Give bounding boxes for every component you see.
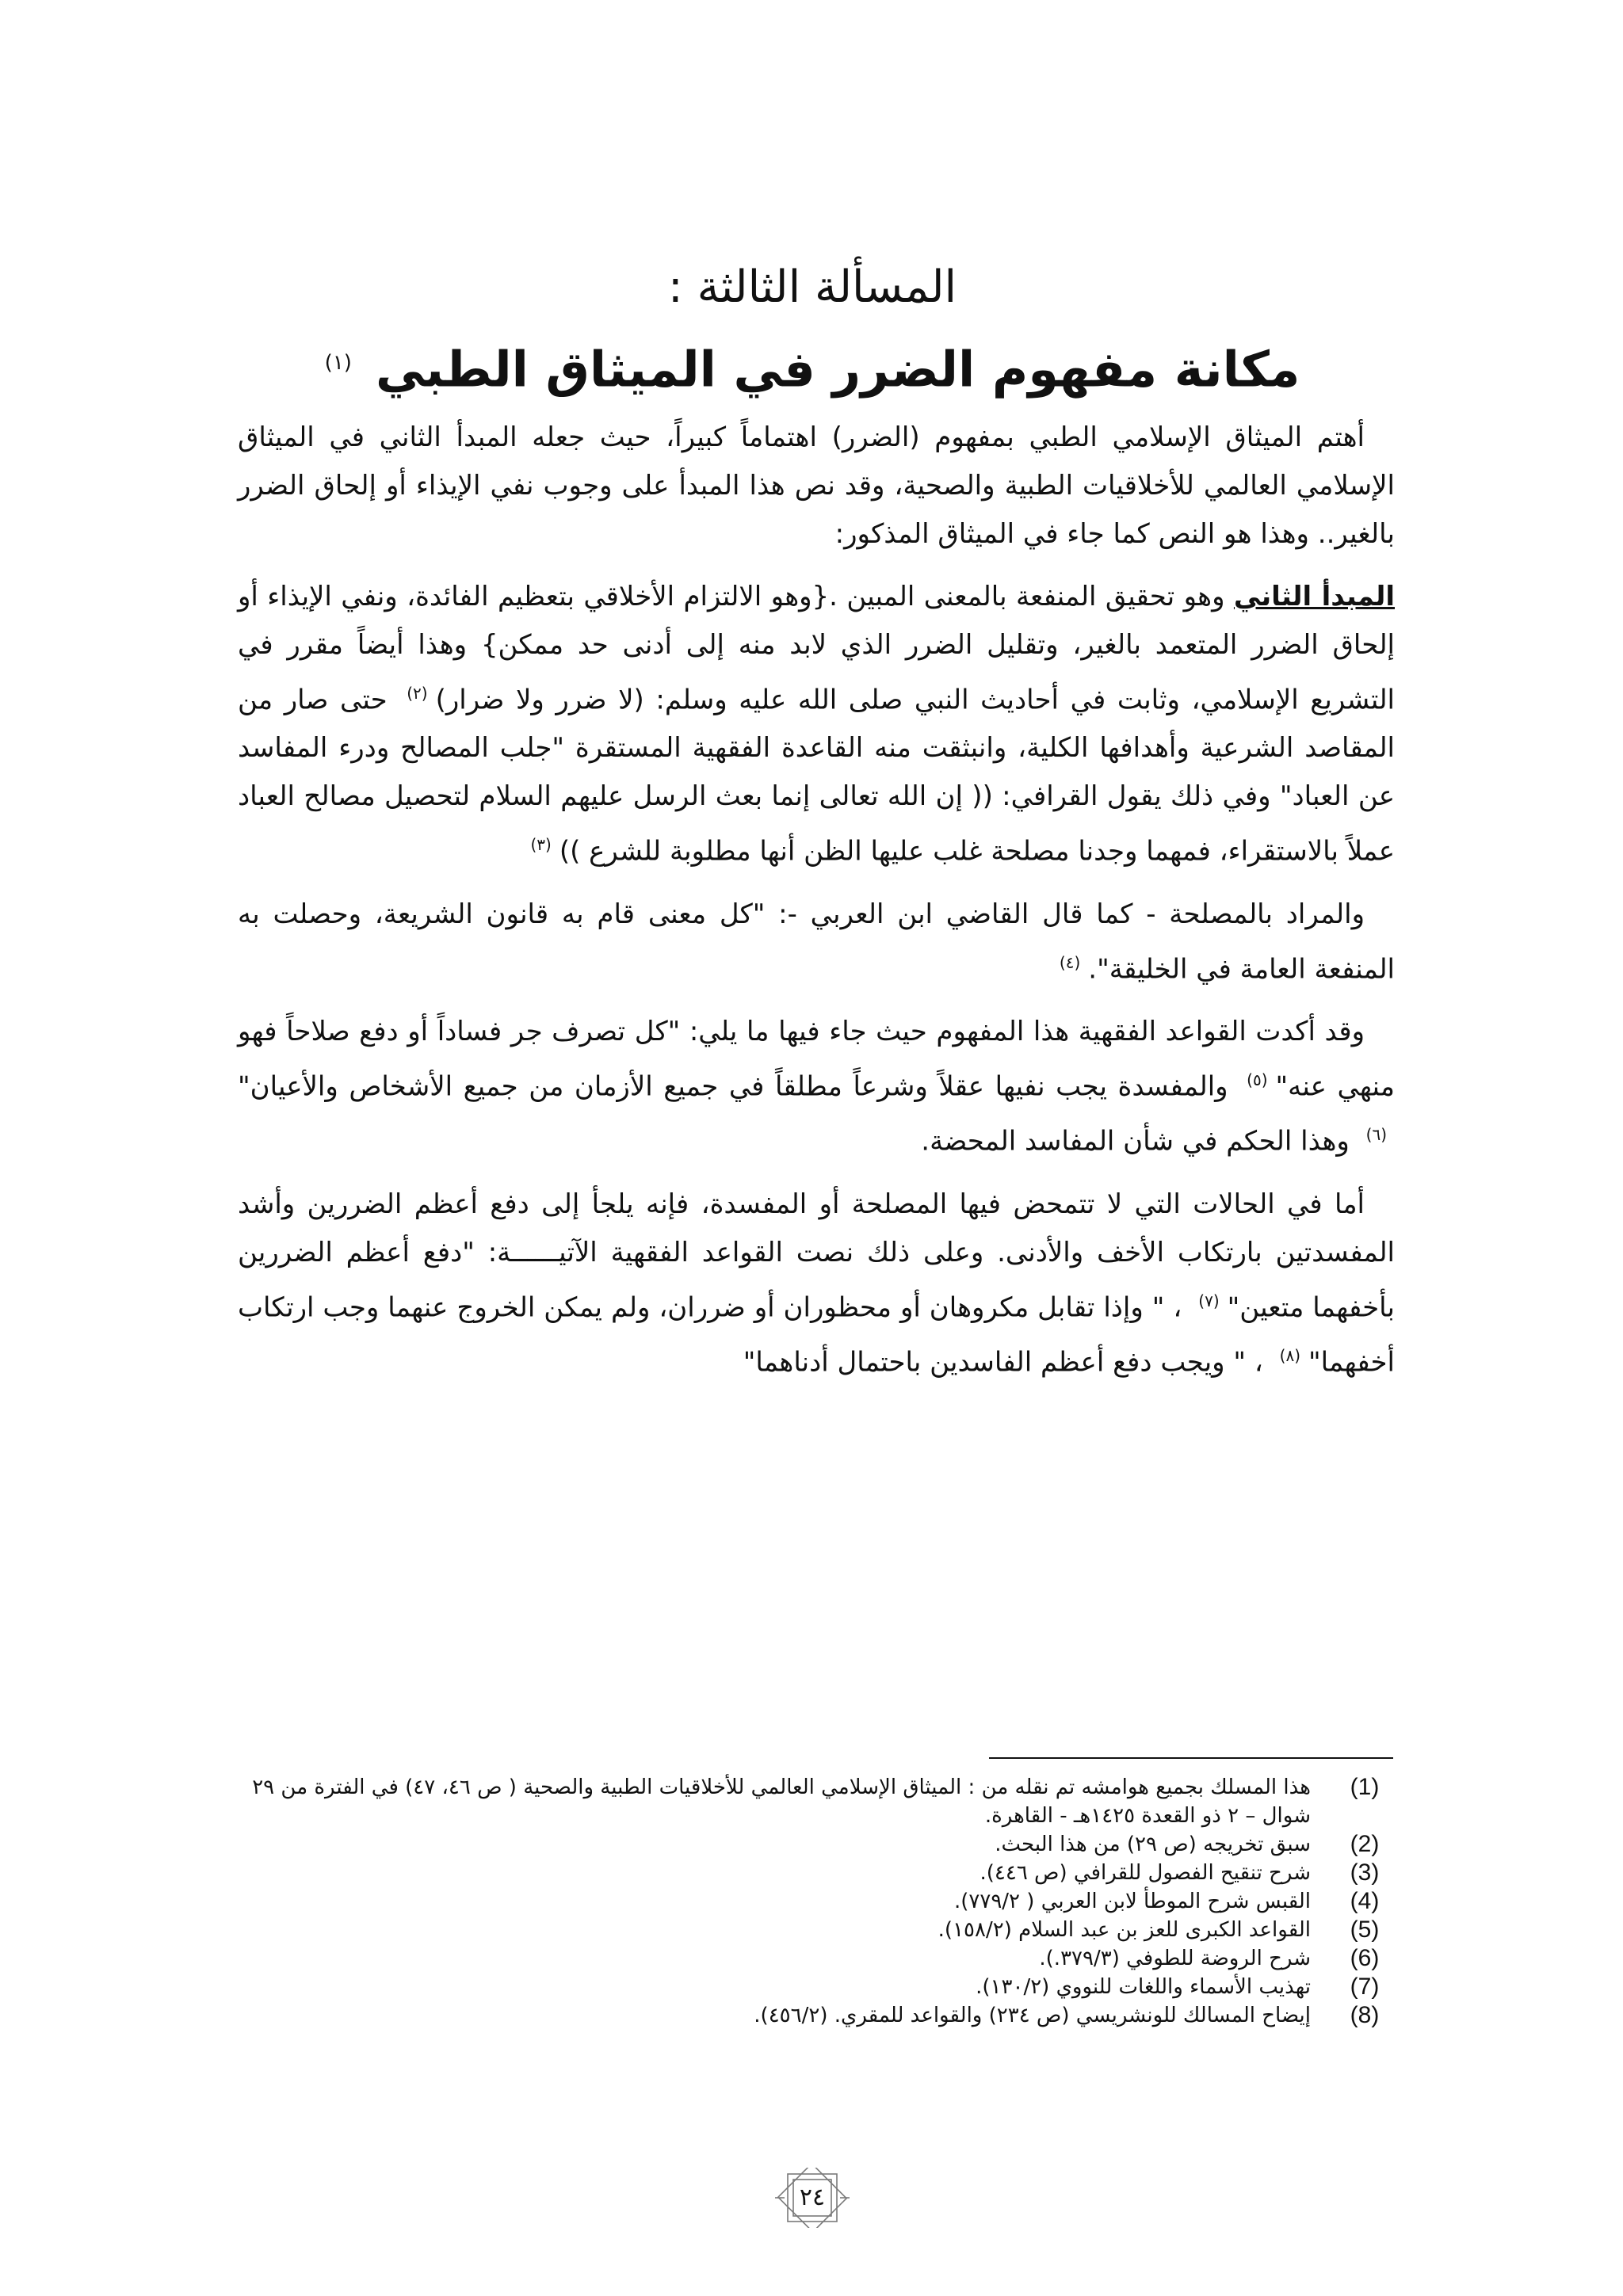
footnote-ref-3: (٣) [530, 835, 552, 855]
title-line-2 [325, 323, 1300, 410]
paragraph-5-part-2: ، " وإذا تقابل مكروهان أو محظوران أو ضرران، ولم يمكن الخروج عنهما وجب ارتكاب أخفهما" [238, 1291, 1395, 1379]
footnote-number: (6) [1350, 1945, 1380, 1971]
body-text [238, 414, 1395, 1401]
footnote-ref-5: (٥) [1247, 1070, 1268, 1089]
footnote-text: القواعد الكبرى للعز بن عبد السلام (١٥٨/٢). [938, 1918, 1311, 1942]
paragraph-5-part-1: أما في الحالات التي لا تتمحض فيها المصلحة أو المفسدة، فإنه يلجأ إلى دفع أعظم الضررين وأشد المفسدتين بارتكاب الأخف والأدنى. وعلى ذلك نصت القواعد الفقهية الآتيــــــة: "دفع أعظم الضررين بأخفهما متعين" [238, 1188, 1395, 1323]
footnote-item [238, 1830, 1395, 1859]
paragraph-4-part-1: وقد أكدت القواعد الفقهية هذا المفهوم حيث جاء فيها ما يلي: "كل تصرف جر فساداً أو دفع صلاحاً فهو منهي عنه" [238, 1015, 1395, 1103]
footnote-number: (8) [1350, 2002, 1380, 2028]
footnote-number: (7) [1350, 1974, 1380, 2000]
paragraph-1: أهتم الميثاق الإسلامي الطبي بمفهوم (الضرر) اهتماماً كبيراً، حيث جعله المبدأ الثاني في الميثاق الإسلامي العالمي للأخلاقيات الطبية والصحية، وقد نص هذا المبدأ على وجوب نفي الإيذاء أو إلحاق الضرر بالغير.. وهذا هو النص كما جاء في الميثاق المذكور: [238, 421, 1395, 550]
paragraph-5 [238, 1180, 1395, 1387]
paragraph-2 [238, 573, 1395, 876]
paragraph-5-part-3: ، " ويجب دفع أعظم الفاسدين باحتمال أدناهما" [743, 1346, 1272, 1379]
principle-label: المبدأ الثاني [1233, 581, 1395, 612]
footnote-ref-2: (٢) [407, 684, 428, 703]
footnote-item [238, 1887, 1395, 1916]
footnote-number: (1) [1350, 1774, 1380, 1800]
footnote-number: (4) [1350, 1888, 1380, 1914]
section-title [238, 252, 1387, 410]
footnote-text: إيضاح المسالك للونشريسي (ص ٢٣٤) والقواعد للمقري. (٤٥٦/٢). [754, 2004, 1311, 2027]
footnote-number: (3) [1350, 1859, 1380, 1886]
footnote-item [238, 1944, 1395, 1973]
footnote-item [238, 1773, 1395, 1830]
paragraph-2-part-2: حتى صار من المقاصد الشرعية وأهدافها الكلية، وانبثقت منه القاعدة الفقهية المستقرة "جلب المصالح ودرء المفاسد عن العباد" وفي ذلك يقول القرافي: (( إن الله تعالى إنما بعث الرسل عليهم السلام لتحصيل مصالح العباد عملاً بالاستقراء، فمهما وجدنا مصلحة غلب عليها الظن أنها مطلوبة للشرع )) [238, 684, 1395, 868]
paragraph-4-part-3: وهذا الحكم في شأن المفاسد المحضة. [921, 1125, 1358, 1158]
title-footnote-marker: (١) [324, 351, 352, 375]
footnote-ref-7: (٧) [1198, 1291, 1220, 1310]
footnote-item [238, 1973, 1395, 2001]
footnote-item [238, 2001, 1395, 2030]
paragraph-3-part-1: والمراد بالمصلحة - كما قال القاضي ابن العربي -: "كل معنى قام به قانون الشريعة، وحصلت به المنفعة العامة في الخليقة". [238, 898, 1395, 985]
footnote-text: هذا المسلك بجميع هوامشه تم نقله من : الميثاق الإسلامي العالمي للأخلاقيات الطبية والصحية ( ص ٤٦، ٤٧) في الفترة من ٢٩ شوال – ٢ ذو القعدة ١٤٢٥هـ - القاهرة. [252, 1775, 1311, 1828]
paragraph-2-part-1: وهو تحقيق المنفعة بالمعنى المبين .{وهو الالتزام الأخلاقي بتعظيم الفائدة، ونفي الإيذاء أو إلحاق الضرر المتعمد بالغير، وتقليل الضرر الذي لابد منه إلى أدنى حد ممكن} وهذا أيضاً مقرر في التشريع الإسلامي، وثابت في أحاديث النبي صلى الله عليه وسلم: (لا ضرر ولا ضرار) [238, 581, 1395, 716]
footnote-ref-6: (٦) [1365, 1125, 1387, 1145]
footnote-text: القبس شرح الموطأ لابن العربي ( ٧٧٩/٢). [953, 1890, 1311, 1913]
footnote-item [238, 1859, 1395, 1887]
footnotes [238, 1773, 1395, 2030]
footnote-text: شرح تنقيح الفصول للقرافي (ص ٤٤٦). [980, 1861, 1311, 1885]
footnote-ref-8: (٨) [1279, 1345, 1300, 1365]
footnote-separator [989, 1757, 1393, 1759]
footnote-text: سبق تخريجه (ص ٢٩) من هذا البحث. [995, 1833, 1311, 1856]
paragraph-4 [238, 1008, 1395, 1166]
footnote-ref-4: (٤) [1059, 952, 1081, 972]
title-line-1: المسألة الثالثة : [667, 261, 957, 313]
footnote-text: تهذيب الأسماء واللغات للنووي (١٣٠/٢). [976, 1975, 1311, 1999]
page-number: ٢٤ [799, 2183, 826, 2211]
footnote-text: شرح الروضة للطوفي (٣٧٩/٣.). [1039, 1947, 1311, 1970]
footnote-number: (5) [1350, 1917, 1380, 1943]
footnote-item [238, 1916, 1395, 1944]
paragraph-3 [238, 891, 1395, 994]
title-line-2-text: مكانة مفهوم الضرر في الميثاق الطبي [375, 340, 1300, 399]
footnote-number: (2) [1350, 1831, 1380, 1857]
paragraph-4-part-2: والمفسدة يجب نفيها عقلاً وشرعاً مطلقاً في جميع الأزمان من جميع الأشخاص والأعيان" [238, 1070, 1239, 1103]
